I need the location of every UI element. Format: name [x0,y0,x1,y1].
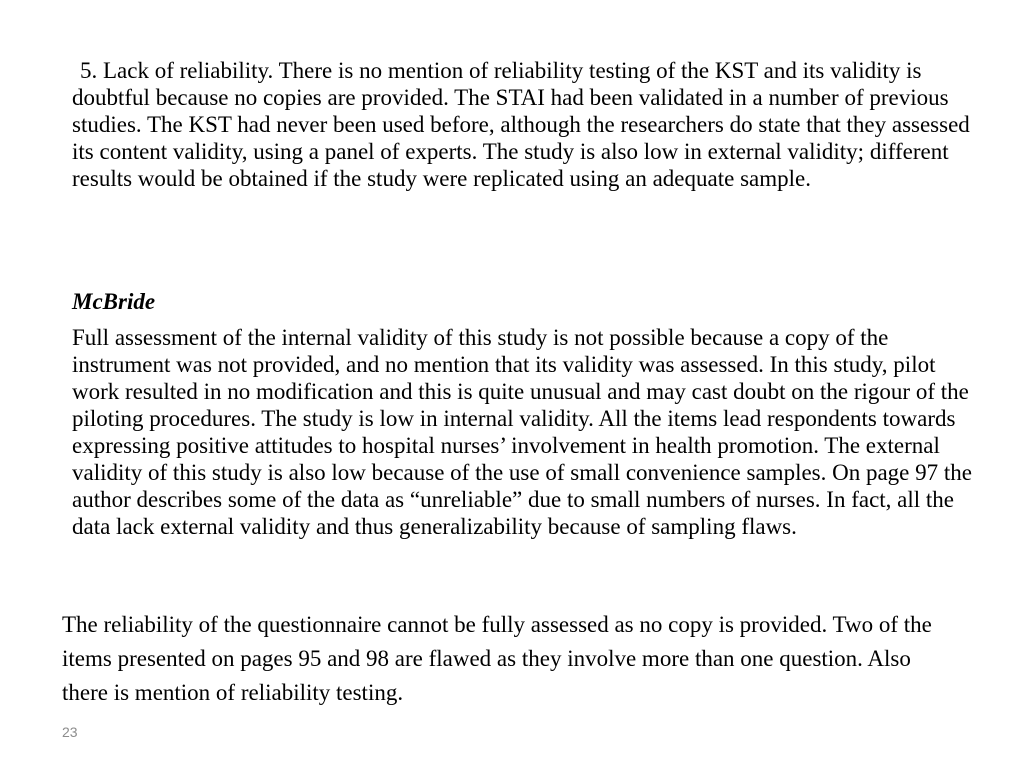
section-heading-mcbride: McBride [72,289,156,314]
questionnaire-paragraph: The reliability of the questionnaire cannot be fully assessed as no copy is provided. Two of the items presented on pages 95 and 98 are flawed as they involve more than one question. Also there is mention of reliability testing. [62,612,932,705]
reliability-paragraph: 5. Lack of reliability. There is no mention of reliability testing of the KST and its validity is doubtful because no copies are provided. The STAI had been validated in a number of previous studies. The KST had never been used before, although the researchers do state that they assessed its content validity, using a panel of experts. The study is also low in external validity; different results would be obtained if the study were replicated using an adequate sample. [72,58,970,191]
page-number: 23 [62,724,78,740]
mcbride-paragraph: Full assessment of the internal validity of this study is not possible because a copy of the instrument was not provided, and no mention that its validity was assessed. In this study, pilot work resulted in no modification and this is quite unusual and may cast doubt on the rigour of the piloting procedures. The study is low in internal validity. All the items lead respondents towards expressing positive attitudes to hospital nurses’ involvement in health promotion. The external validity of this study is also low because of the use of small convenience samples. On page 97 the author describes some of the data as “unreliable” due to small numbers of nurses. In fact, all the data lack external validity and thus generalizability because of sampling flaws. [72,325,972,539]
